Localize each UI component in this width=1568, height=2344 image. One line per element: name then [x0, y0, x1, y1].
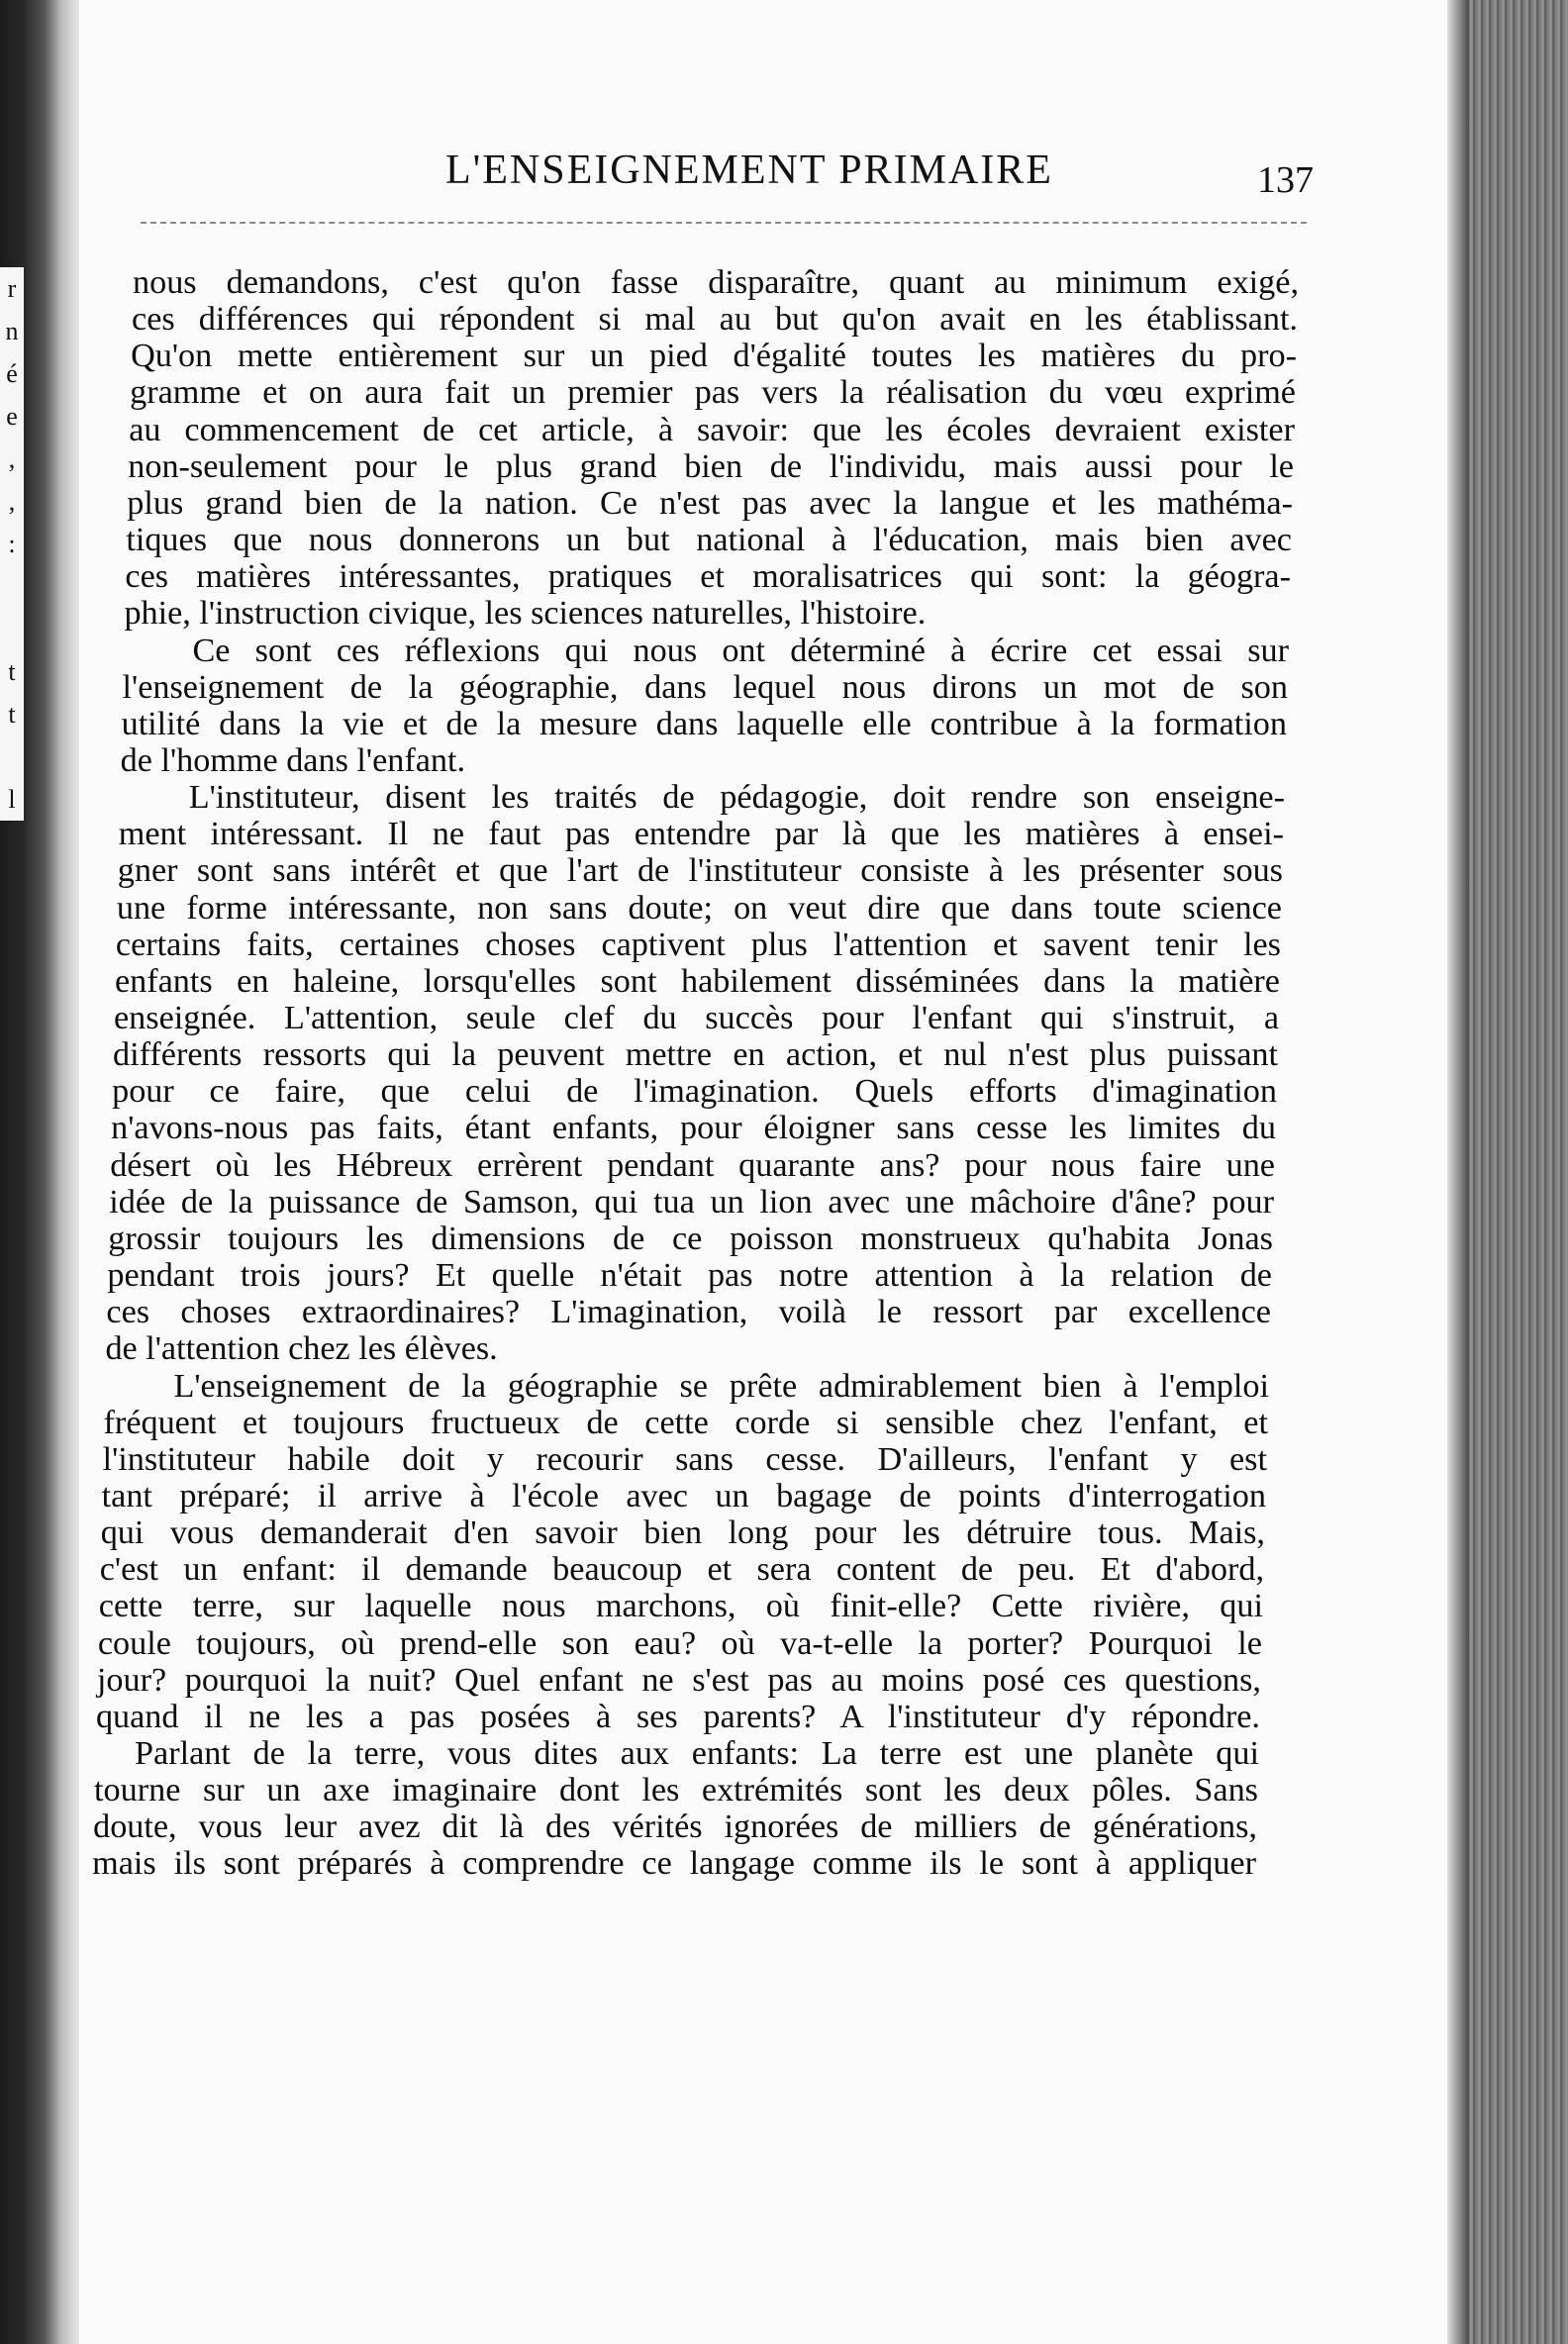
- margin-letter: l: [8, 785, 16, 814]
- text-line: tiques que nous donnerons un but national à l'éducation, mais bien avec: [126, 522, 1292, 559]
- margin-letter: ,: [8, 444, 16, 473]
- text-line: phie, l'instruction civique, les sciences naturelles, l'histoire.: [124, 595, 927, 633]
- margin-letter: t: [8, 657, 16, 686]
- page-header: [79, 146, 1447, 206]
- text-line: non-seulement pour le plus grand bien de l'individu, mais aussi pour le: [128, 447, 1294, 485]
- text-line: différents ressorts qui la peuvent mettre en action, et nul n'est plus puissant: [113, 1036, 1278, 1074]
- text-line: ces choses extraordinaires? L'imagination, voilà le ressort par excellence: [106, 1294, 1271, 1331]
- text-line: Qu'on mette entièrement sur un pied d'égalité toutes les matières du pro-: [131, 338, 1297, 375]
- text-line: quand il ne les a pas posées à ses parents? A l'instituteur d'y répondre.: [95, 1698, 1260, 1735]
- margin-letter: r: [7, 274, 17, 303]
- text-line: enseignée. L'attention, seule clef du succès pour l'enfant qui s'instruit, a: [114, 1000, 1279, 1036]
- text-line: fréquent et toujours fructueux de cette corde si sensible chez l'enfant, et: [103, 1404, 1268, 1441]
- text-line: pour ce faire, que celui de l'imagination. Quels efforts d'imagination: [112, 1073, 1277, 1111]
- text-line: gner sont sans intérêt et que l'art de l'instituteur consiste à les présenter sous: [117, 852, 1283, 890]
- margin-letter: ,: [8, 487, 16, 516]
- text-line: doute, vous leur avez dit là des vérités ignorées de milliers de générations,: [93, 1808, 1257, 1846]
- text-line: de l'homme dans l'enfant.: [120, 741, 466, 779]
- margin-letter: [0, 735, 24, 778]
- text-line: mais ils sont préparés à comprendre ce langage comme ils le sont à appliquer: [92, 1845, 1256, 1883]
- text-line: pendant trois jours? Et quelle n'était pas notre attention à la relation de: [107, 1257, 1272, 1295]
- book-page: [79, 0, 1447, 2344]
- text-line: coule toujours, où prend-elle son eau? où va-t-elle la porter? Pourquoi le: [97, 1624, 1262, 1662]
- running-title: L'ENSEIGNEMENT PRIMAIRE: [445, 147, 1053, 193]
- margin-letter: [0, 608, 24, 650]
- book-page-stack: [1469, 0, 1568, 2344]
- text-line: Ce sont ces réflexions qui nous ont déterminé à écrire cet essai sur: [192, 632, 1289, 669]
- adjacent-page-margin-text: [0, 267, 24, 821]
- text-line: tant préparé; il arrive à l'école avec un bagage de points d'interrogation: [101, 1477, 1266, 1514]
- text-line: c'est un enfant: il demande beaucoup et sera content de peu. Et d'abord,: [99, 1551, 1264, 1589]
- text-line: n'avons-nous pas faits, étant enfants, pour éloigner sans cesse les limites du: [111, 1110, 1276, 1147]
- text-line: L'instituteur, disent les traités de pédagogie, doit rendre son enseigne-: [188, 779, 1285, 817]
- margin-letter: :: [8, 530, 16, 558]
- text-line: gramme et on aura fait un premier pas vers la réalisation du vœu exprimé: [130, 374, 1296, 412]
- text-line: L'enseignement de la géographie se prête admirablement bien à l'emploi: [173, 1367, 1269, 1405]
- text-line: ment intéressant. Il ne faut pas entendre par là que les matières à ensei-: [118, 816, 1284, 853]
- text-line: utilité dans la vie et de la mesure dans laquelle elle contribue à la formation: [121, 705, 1287, 742]
- text-line: de l'attention chez les élèves.: [105, 1330, 498, 1368]
- margin-letter: é: [6, 359, 18, 388]
- text-line: jour? pourquoi la nuit? Quel enfant ne s'est pas au moins posé ces questions,: [96, 1661, 1261, 1699]
- text-line: ces différences qui répondent si mal au but qu'on avait en les établissant.: [132, 301, 1298, 339]
- text-line: au commencement de cet article, à savoir: que les écoles devraient exister: [129, 411, 1295, 448]
- text-line: une forme intéressante, non sans doute; on veut dire que dans toute science: [116, 889, 1282, 927]
- page-number: 137: [1257, 159, 1314, 201]
- text-line: idée de la puissance de Samson, qui tua un lion avec une mâchoire d'âne? pour: [109, 1183, 1274, 1221]
- margin-letter: n: [5, 317, 19, 345]
- text-line: plus grand bien de la nation. Ce n'est pas avec la langue et les mathéma-: [127, 484, 1293, 522]
- page-shadow: [1447, 0, 1469, 2344]
- text-line: l'enseignement de la géographie, dans lequel nous dirons un mot de son: [122, 668, 1288, 706]
- margin-letter: e: [6, 402, 18, 431]
- text-line: cette terre, sur laquelle nous marchons, où finit-elle? Cette rivière, qui: [98, 1588, 1263, 1625]
- margin-letter: [0, 565, 24, 608]
- margin-letter: t: [8, 700, 16, 729]
- text-line: qui vous demanderait d'en savoir bien long pour les détruire tous. Mais,: [100, 1514, 1265, 1552]
- text-line: grossir toujours les dimensions de ce poisson monstrueux qu'habita Jonas: [108, 1220, 1273, 1257]
- text-line: nous demandons, c'est qu'on fasse disparaître, quant au minimum exigé,: [133, 264, 1299, 301]
- text-line: Parlant de la terre, vous dites aux enfants: La terre est une planète qui: [135, 1735, 1259, 1772]
- text-line: certains faits, certaines choses captivent plus l'attention et savent tenir les: [115, 926, 1281, 963]
- text-line: l'instituteur habile doit y recourir sans cesse. D'ailleurs, l'enfant y est: [102, 1440, 1267, 1478]
- text-line: désert où les Hébreux errèrent pendant quarante ans? pour nous faire une: [110, 1146, 1275, 1184]
- text-line: ces matières intéressantes, pratiques et moralisatrices qui sont: la géogra-: [125, 558, 1291, 596]
- header-rule: [141, 222, 1307, 224]
- text-line: tourne sur un axe imaginaire dont les extrémités sont les deux pôles. Sans: [94, 1772, 1258, 1809]
- text-line: enfants en haleine, lorsqu'elles sont habilement disséminées dans la matière: [114, 962, 1280, 1000]
